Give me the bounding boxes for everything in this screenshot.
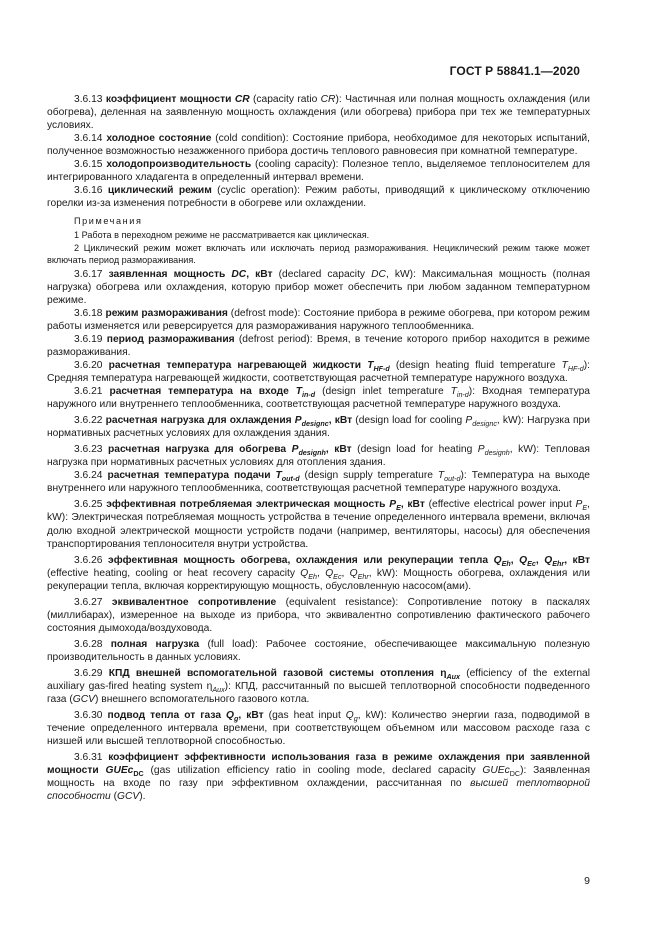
entry-3-6-17: 3.6.17 заявленная мощность DC, кВт (declared capacity DC, kW): Максимальная мощность (полная нагрузка) обогрева или охлаждения, которую прибор может обеспечить при любом заданном температурном режиме. [47,268,590,306]
standard-code: ГОСТ Р 58841.1—2020 [449,64,580,78]
page-number: 9 [584,875,590,887]
entry-3-6-22: 3.6.22 расчетная нагрузка для охлаждения $P_{designc}$, кВт (design load for cooling $P_{designc}$, kW): Нагрузка при нормативных расчетных условиях для охлаждения здания. [47,415,590,440]
note-2: 2 Циклический режим может включать или исключать период размораживания. Нециклический режим также может включать период размораживания. [47,243,590,265]
notes-block [47,216,590,266]
entry-3-6-26: 3.6.26 эффективная мощность обогрева, охлаждения или рекуперации тепла $Q_{Eh}$, $Q_{Ec}$, $Q_{Ehr}$, кВт (effective heating, cooling or heat recovery capacity $Q_{Eh}$, $Q_{Ec}$, $Q_{Ehr}$, kW): Мощность обогрева, охлаждения или рекуперации тепла, включая корректирующую мощность, обусловленную насосом(ами). [47,554,591,592]
notes-title: Примечания [74,216,143,227]
entry-3-6-16: 3.6.16 циклический режим (cyclic operation): Режим работы, приводящий к циклическому отключению горелки из-за изменения потребности в обогреве или охлаждении. [47,185,590,210]
entry-3-6-30: 3.6.30 подвод тепла от газа $Q_g$, кВт (gas heat input $Q_g$, kW): Количество энергии газа, подводимой в течение определенного интервала времени, при соответствующем объемном или массовом расходе газа с низшей или высшей теплотворной способностью. [47,710,590,748]
entry-3-6-13: 3.6.13 коэффициент мощности CR (capacity ratio CR): Частичная или полная мощность охлаждения (или обогрева), деленная на заявленную мощность охлаждения (или обогрева) прибора при тех же температурных условиях. [47,94,590,132]
entry-3-6-14: 3.6.14 холодное состояние (cold condition): Состояние прибора, необходимое для некоторых испытаний, полученное возможностью незажженного прибора достичь теплового равновесия при комнатной температуре. [47,133,590,158]
document-body [47,93,590,803]
entry-3-6-29: 3.6.29 КПД внешней вспомогательной газовой системы отопления $\eta_{Aux}$ (efficiency of the external auxiliary gas-fired heating system $\eta_{Aux}$): КПД, рассчитанный по высшей теплотворной способности подведенного газа (GCV) внешнего вспомогательного газового котла. [47,667,590,706]
entry-3-6-27: 3.6.27 эквивалентное сопротивление (equivalent resistance): Сопротивление потоку в паскалях (миллибарах), измеренное на выходе из прибора, что эквивалентно сопротивлению фактического рабочего состояния дымохода/воздуховода. [47,596,590,634]
entry-3-6-23: 3.6.23 расчетная нагрузка для обогрева $P_{designh}$, кВт (design load for heating $P_{designh}$, kW): Тепловая нагрузка при нормативных расчетных условиях для отопления здания. [47,444,590,469]
entry-3-6-24: 3.6.24 расчетная температура подачи $T_{out-d}$ (design supply temperature $T_{out-d}$): Температура на выходе внутреннего или наружного теплообменника, соответствующая расчетной температуре наружного воздуха. [47,470,590,495]
entry-3-6-19: 3.6.19 период размораживания (defrost period): Время, в течение которого прибор находится в режиме размораживания. [47,333,590,358]
note-1: 1 Работа в переходном режиме не рассматривается как циклическая. [74,230,370,241]
entry-3-6-15: 3.6.15 холодопроизводительность (cooling capacity): Полезное тепло, выделяемое теплоносителем для интегрированного хладагента в определенный интервал времени. [47,159,590,184]
entry-3-6-28: 3.6.28 полная нагрузка (full load): Рабочее состояние, обеспечивающее максимальную полезную производительность в данных условиях. [47,638,590,663]
entry-3-6-20: 3.6.20 расчетная температура нагревающей жидкости $T_{HF-d}$ (design heating fluid temperature $T_{HF-d}$): Средняя температура нагревающей жидкости, соответствующая расчетной температуре наружного воздуха. [47,359,590,384]
entry-3-6-21: 3.6.21 расчетная температура на входе $T_{in-d}$ (design inlet temperature $T_{in-d}$): Входная температура наружного или внутреннего теплообменника, соответствующая расчетной температуре наружного воздуха. [47,386,591,411]
entry-3-6-18: 3.6.18 режим размораживания (defrost mode): Состояние прибора в режиме обогрева, при котором режим работы изменяется или реверсируется для размораживания наружного теплообменника. [47,307,590,332]
entry-3-6-31: 3.6.31 коэффициент эффективности использования газа в режиме охлаждения при заявленной мощности GUEc$_{DC}$ (gas utilization efficiency ratio in cooling mode, declared capacity GUEc$_{DC}$): Заявленная мощность на входе по газу при эффективном охлаждении, рассчитанная по высшей теплотворной способности (GCV). [47,752,591,803]
entry-3-6-25: 3.6.25 эффективная потребляемая электрическая мощность $P_E$, кВт (effective electrical power input $P_E$, kW): Электрическая потребляемая мощность устройства в течение определенного интервала времени, включая долю входной электрической мощности устройств подачи (например, вентиляторы, насосы) для обеспечения транспортирования теплоносителя внутри устройства. [47,499,591,550]
